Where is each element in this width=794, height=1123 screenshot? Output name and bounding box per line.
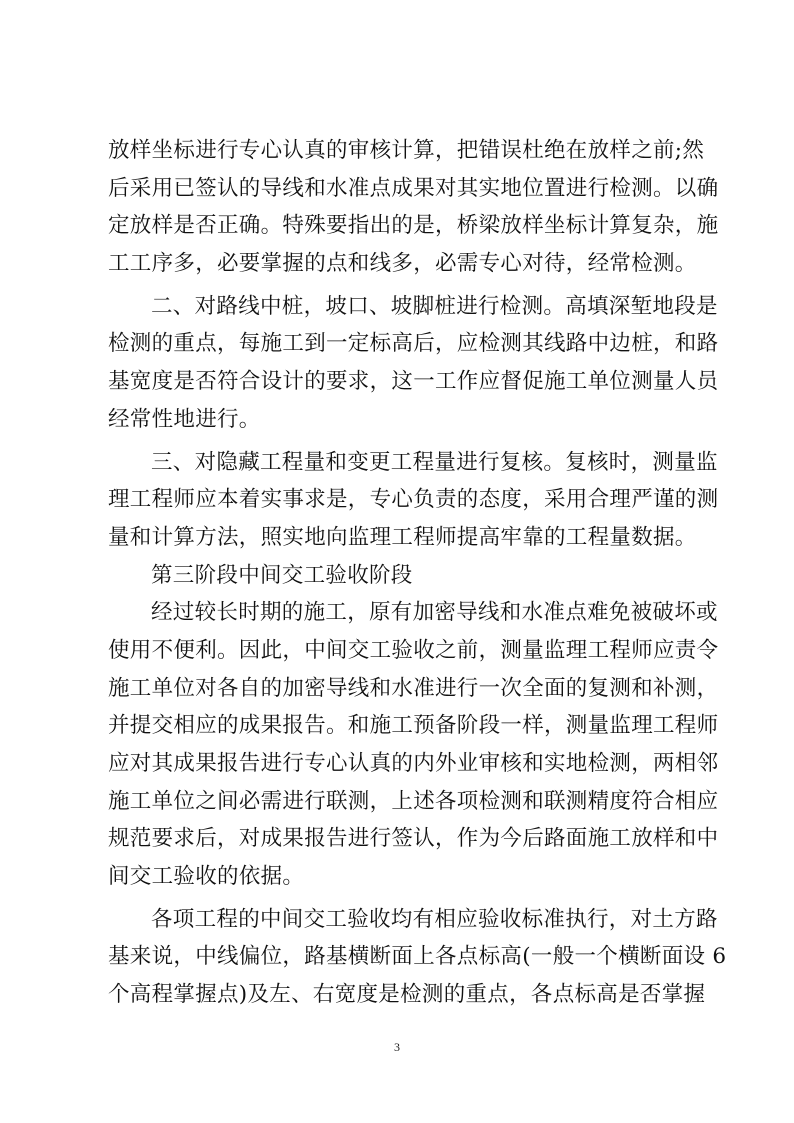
text-line: 三、对隐藏工程量和变更工程量进行复核。复核时，测量监 [151,449,718,475]
heading-line: 第三阶段中间交工验收阶段 [151,562,413,588]
text-line: 二、对路线中桩，坡口、坡脚桩进行检测。高填深堑地段是 [151,293,718,319]
text-line: 工工序多，必要掌握的点和线多，必需专心对待，经常检测。 [108,251,697,277]
text-line: 经过较长时期的施工，原有加密导线和水准点难免被破坏或 [151,600,718,626]
paragraph-stage3-intro [108,594,719,896]
text-line: 定放样是否正确。特殊要指出的是，桥梁放样坐标计算复杂，施 [108,213,719,239]
text-line: 应对其成果报告进行专心认真的内外业审核和实地检测，两相邻 [108,751,719,776]
text-line: 经常性地进行。 [108,406,261,432]
text-line: 规范要求后，对成果报告进行签认，作为今后路面施工放样和中 [108,826,719,852]
text-line: 间交工验收的依据。 [108,864,305,890]
text-line: 并提交相应的成果报告。和施工预备阶段一样，测量监理工程师 [108,713,719,739]
paragraph-acceptance [108,901,727,1014]
text-line: 量和计算方法，照实地向监理工程师提高牢靠的工程量数据。 [108,524,697,550]
text-line: 个高程掌握点)及左、右宽度是检测的重点，各点标高是否掌握 [108,982,706,1008]
text-line: 各项工程的中间交工验收均有相应验收标准执行，对土方路 [151,906,718,932]
page-number: 3 [394,1040,400,1054]
paragraph-item-3 [108,444,719,557]
document-body [108,132,727,1014]
section-heading [108,557,686,595]
text-line: 检测的重点，每施工到一定标高后，应检测其线路中边桩，和路 [108,331,719,357]
text-line: 放样坐标进行专心认真的审核计算，把错误杜绝在放样之前;然 [108,138,705,163]
text-line: 使用不便利。因此，中间交工验收之前，测量监理工程师应责令 [108,637,719,663]
paragraph-continuation [108,132,719,283]
text-line: 基来说，中线偏位，路基横断面上各点标高(一般一个横断面设 6 [108,944,727,970]
text-line: 施工单位对各自的加密导线和水准进行一次全面的复测和补测， [108,675,719,701]
paragraph-item-2 [108,288,719,439]
text-line: 理工程师应本着实事求是，专心负责的态度，采用合理严谨的测 [108,487,719,513]
text-line: 基宽度是否符合设计的要求，这一工作应督促施工单位测量人员 [108,369,719,395]
text-line: 施工单位之间必需进行联测，上述各项检测和联测精度符合相应 [108,788,719,814]
text-line: 后采用已签认的导线和水准点成果对其实地位置进行检测。以确 [108,175,719,201]
